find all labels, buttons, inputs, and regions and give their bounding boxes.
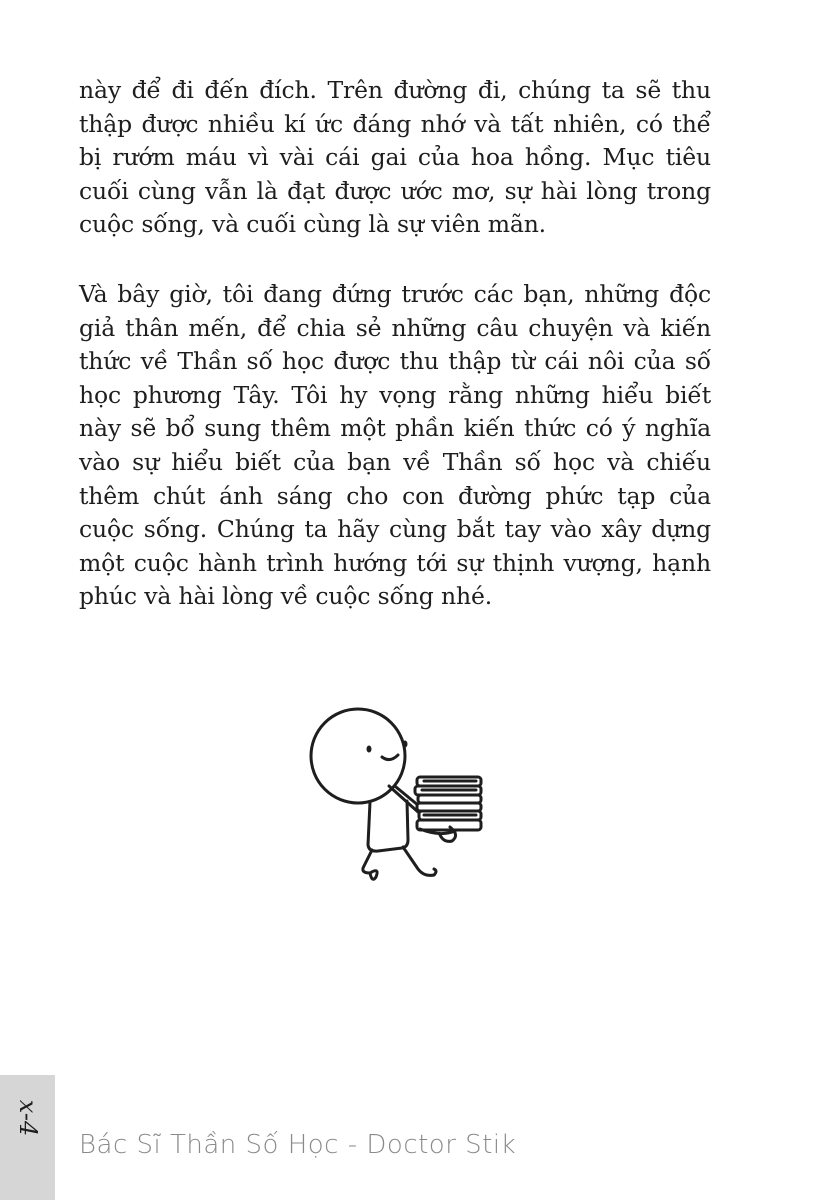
body-paragraph-1: này để đi đến đích. Trên đường đi, chúng ta sẽ thu thập được nhiều kí ức đáng nhớ và tất nhiên, có thể bị rướm máu vì vài cái gai của hoa hồng. Mục tiêu cuối cùng vẫn là đạt được ước mơ, sự hài lòng trong cuộc sống, và cuối cùng là sự viên mãn. — [79, 76, 711, 239]
running-footer-title: Bác Sĩ Thần Số Học - Doctor Stik — [79, 1130, 517, 1160]
stick-figure-carrying-books-icon — [300, 705, 500, 890]
body-paragraph-2: Và bây giờ, tôi đang đứng trước các bạn, những độc giả thân mến, để chia sẻ những câu chuyện và kiến thức về Thần số học được thu thập từ cái nôi của số học phương Tây. Tôi hy vọng rằng những hiểu biết này sẽ bổ sung thêm một phần kiến thức có ý nghĩa vào sự hiểu biết của bạn về Thần số học và chiếu thêm chút ánh sáng cho con đường phức tạp của cuộc sống. Chúng ta hãy cùng bắt tay vào xây dựng một cuộc hành trình hướng tới sự thịnh vượng, hạnh phúc và hài lòng về cuộc sống nhé. — [79, 280, 711, 611]
page-number: x-4 — [14, 1099, 42, 1137]
footer-tab — [0, 1075, 55, 1200]
